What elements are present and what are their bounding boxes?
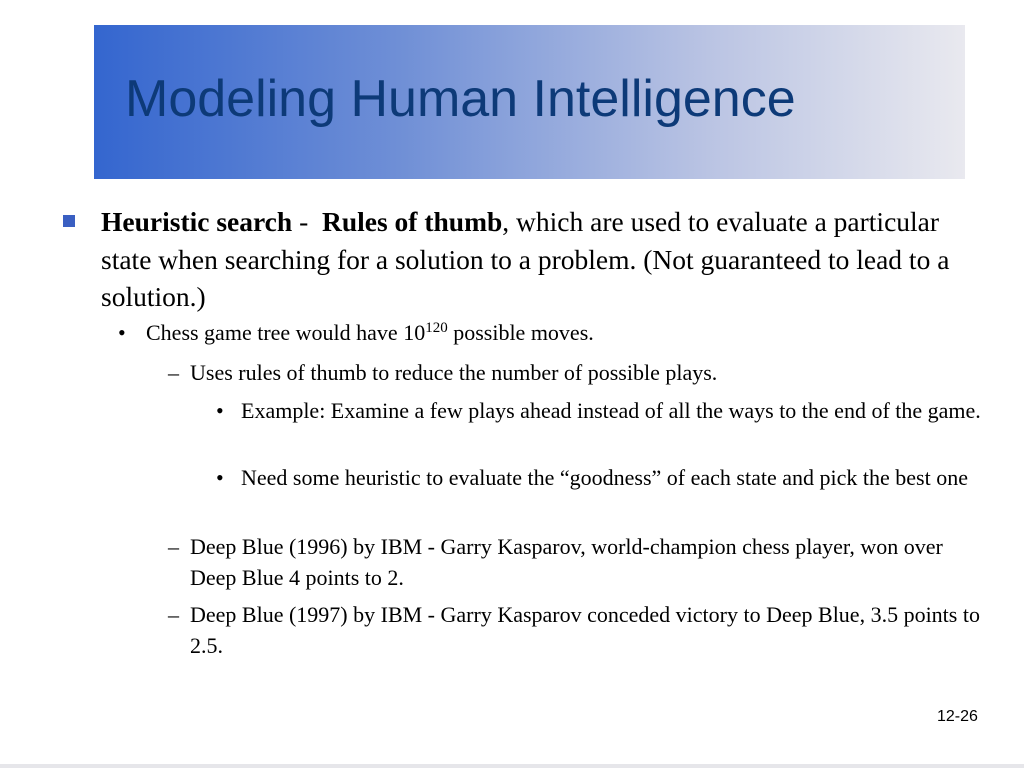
term-heuristic-search: Heuristic search [101,206,293,237]
bullet-need-heuristic: Need some heuristic to evaluate the “goodness” of each state and pick the best one [241,465,968,490]
bullet-heuristic-search [101,203,996,316]
dash-bullet-icon: – [168,360,179,385]
bullet-deep-blue-1996: Deep Blue (1996) by IBM - Garry Kasparov, world-champion chess player, won over Deep Blue 4 points to 2. [190,534,943,590]
round-bullet-icon: • [216,398,224,423]
heuristic-definition: , which are used to evaluate a particular state when searching for a solution to a problem. (Not guaranteed to lead to a solution.) [101,206,950,312]
bullet-deep-blue-1997: Deep Blue (1997) by IBM - Garry Kasparov conceded victory to Deep Blue, 3.5 points to 2.5. [190,602,980,658]
chess-text-before: Chess game tree would have 10 [146,320,426,345]
slide-title: Modeling Human Intelligence [125,70,796,128]
term-separator: - [292,206,322,237]
round-bullet-icon: • [118,320,126,345]
term-rules-of-thumb: Rules of thumb [321,206,503,237]
dash-bullet-icon: – [168,602,179,627]
chess-text-after: possible moves. [447,320,594,345]
round-bullet-icon: • [216,465,224,490]
bottom-divider [0,764,1024,768]
bullet-chess-tree [146,317,996,348]
page-number: 12-26 [937,708,978,725]
bullet-example: Example: Examine a few plays ahead instead of all the ways to the end of the game. [241,398,981,423]
chess-exponent: 120 [425,320,448,336]
dash-bullet-icon: – [168,534,179,559]
bullet-rules-reduce: Uses rules of thumb to reduce the number of possible plays. [190,360,718,385]
square-bullet-icon [63,215,75,227]
